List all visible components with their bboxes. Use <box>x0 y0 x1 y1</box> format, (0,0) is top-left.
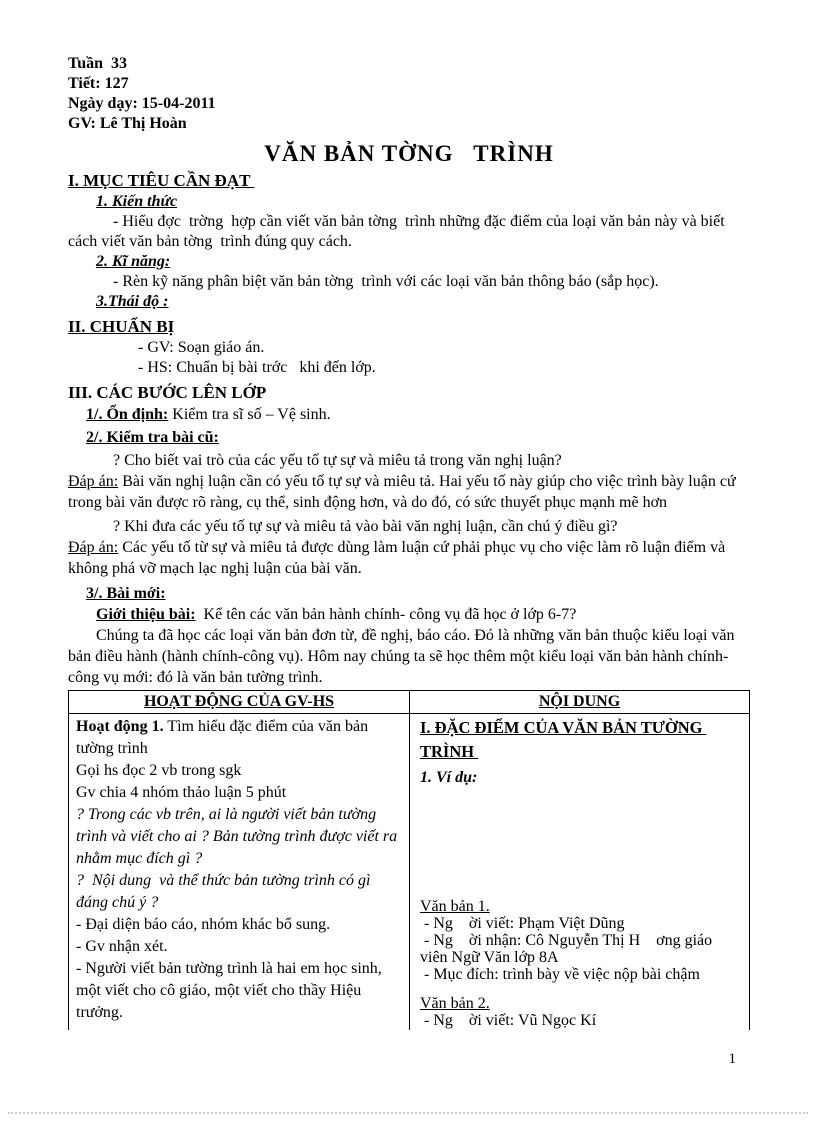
page-number: 1 <box>728 1051 736 1067</box>
lesson-intro-line <box>96 604 750 625</box>
content-section-heading: I. ĐẶC ĐIỂM CỦA VĂN BẢN TƯỜNG TRÌNH <box>420 718 707 761</box>
knowledge-heading <box>96 192 750 212</box>
skills-heading-text: 2. Kĩ năng: <box>96 253 171 270</box>
document-1-writer: - Ng ời viết: Phạm Việt Dũng <box>420 915 625 932</box>
activity-1-label: Hoạt động 1. <box>76 718 164 735</box>
activity-1-text: Tìm hiểu đặc điểm của văn bản tường trình <box>76 718 373 757</box>
step-2-heading <box>86 427 750 448</box>
section-ii-heading-text: II. CHUẨN BỊ <box>68 317 175 336</box>
example-heading: 1. Ví dụ: <box>420 769 478 786</box>
document-1-receiver: - Ng ời nhận: Cô Nguyễn Thị H ơng giáo viên Ngữ Văn lớp 8A <box>420 932 717 966</box>
quiz-answer-2-label: Đáp án: <box>68 539 119 556</box>
attitude-heading-text: 3.Thái độ : <box>96 293 169 310</box>
step-2-heading-text: 2/. Kiểm tra bài cũ: <box>86 429 219 446</box>
discussion-question-2: ? Nội dung và thể thức bản tường trình có gì đáng chú ý ? <box>76 872 375 911</box>
activity-1-line <box>76 716 401 760</box>
content-spacer <box>420 788 741 898</box>
knowledge-text: - Hiểu đợc trờng hợp cần viết văn bản tờng trình những đặc điểm của loại văn bản này và biết cách viết văn bản tờng trình đúng quy cách. <box>68 213 729 250</box>
step-1-label: 1/. Ổn định: <box>86 406 169 423</box>
section-objectives <box>68 170 750 312</box>
lesson-intro-label: Giới thiệu bài: <box>96 606 196 623</box>
section-ii-heading <box>68 316 750 338</box>
document-2-writer: - Ng ời viết: Vũ Ngọc Kí <box>420 1012 597 1029</box>
lesson-intro-question: Kể tên các văn bản hành chính- công vụ đã học ở lớp 6-7? <box>195 606 577 623</box>
document-1-heading-text: Văn bản 1. <box>420 898 490 915</box>
lesson-activity-table <box>68 690 750 1030</box>
lesson-meta <box>68 54 750 134</box>
preparation-gv-line: - GV: Soạn giáo án. <box>138 339 265 356</box>
lesson-intro-paragraph: Chúng ta đã học các loại văn bản đơn từ, đề nghị, báo cáo. Đó là những văn bản thuộc kiểu loại văn bản điều hành (hành chính-công vụ). Hôm nay chúng ta sẽ học thêm một kiểu loại văn bản hành chính- công vụ mới: đó là văn bản tường trình. <box>68 627 739 686</box>
content-cell <box>410 714 749 1030</box>
document-content <box>68 54 750 1030</box>
section-preparation <box>68 316 750 378</box>
quiz-question-1: ? Cho biết vai trò của các yếu tố tự sự và miêu tả trong văn nghị luận? <box>113 452 562 469</box>
period-line: Tiết: 127 <box>68 75 129 92</box>
attitude-heading <box>96 292 750 312</box>
table-header-row <box>69 691 749 714</box>
teacher-line: GV: Lê Thị Hoàn <box>68 115 187 132</box>
page-bottom-divider <box>8 1112 808 1114</box>
step-1-text: Kiểm tra sĩ số – Vệ sinh. <box>168 406 331 423</box>
date-line: Ngày dạy: 15-04-2011 <box>68 95 216 112</box>
activity-read-line: Gọi hs đọc 2 vb trong sgk <box>76 762 242 779</box>
step-1-line <box>86 404 750 425</box>
table-body-row <box>69 714 749 1030</box>
section-i-heading-text: I. MỤC TIÊU CẦN ĐẠT <box>68 171 255 190</box>
quiz-answer-2 <box>68 537 750 579</box>
activity-comment-line: - Gv nhận xét. <box>76 938 168 955</box>
document-2-heading-text: Văn bản 2. <box>420 995 490 1012</box>
week-line: Tuần 33 <box>68 55 127 72</box>
document-title: VĂN BẢN TỜNG TRÌNH <box>264 141 554 166</box>
table-header-content <box>410 691 749 713</box>
activity-groups-line: Gv chia 4 nhóm thảo luận 5 phút <box>76 784 287 801</box>
step-3-heading <box>86 583 750 604</box>
table-header-content-text: NỘI DUNG <box>538 693 621 710</box>
activity-report-line: - Đại diện báo cáo, nhóm khác bổ sung. <box>76 916 331 933</box>
step-3-heading-text: 3/. Bài mới: <box>86 585 166 602</box>
table-header-activities <box>69 691 410 713</box>
quiz-answer-1-label: Đáp án: <box>68 473 119 490</box>
activities-cell <box>69 714 410 1030</box>
preparation-hs-line: - HS: Chuẩn bị bài trớc khi đến lớp. <box>138 359 376 376</box>
section-iii-heading: III. CÁC BƯỚC LÊN LỚP <box>68 383 267 402</box>
document-2-heading <box>420 995 741 1012</box>
skills-heading <box>96 252 750 272</box>
quiz-answer-2-text: Các yếu tố từ sự và miêu tả được dùng làm luận cứ phải phục vụ cho việc làm rõ luận điểm và không phá vỡ mạch lạc nghị luận của bài văn. <box>68 539 730 577</box>
section-lesson-steps <box>68 382 750 688</box>
document-1-purpose: - Mục đích: trình bày về việc nộp bài chậm <box>420 966 700 983</box>
table-header-activities-text: HOẠT ĐỘNG CỦA GV-HS <box>143 693 335 710</box>
section-i-heading <box>68 170 750 192</box>
quiz-answer-1-text: Bài văn nghị luận cần có yếu tố tự sự và miêu tả. Hai yếu tố này giúp cho việc trình bày luận cứ trong bài văn được rõ ràng, cụ thể, sinh động hơn, và do đó, có sức thuyết phục mạnh mẽ hơn <box>68 473 740 511</box>
discussion-question-1: ? Trong các vb trên, ai là người viết bản tường trình và viết cho ai ? Bản tường trình được viết ra nhằm mục đích gì ? <box>76 806 402 867</box>
document-1-heading <box>420 898 741 915</box>
quiz-question-2: ? Khi đưa các yếu tố tự sự và miêu tả vào bài văn nghị luận, cần chú ý điều gì? <box>113 518 618 535</box>
knowledge-heading-text: 1. Kiến thức <box>96 193 178 210</box>
activity-writers-line: - Người viết bản tường trình là hai em học sinh, một viết cho cô giáo, một viết cho thầy Hiệu trưởng. <box>76 960 390 1021</box>
quiz-answer-1 <box>68 471 750 513</box>
skills-text: - Rèn kỹ năng phân biệt văn bản tờng trình với các loại văn bản thông báo (sắp học). <box>113 273 659 290</box>
